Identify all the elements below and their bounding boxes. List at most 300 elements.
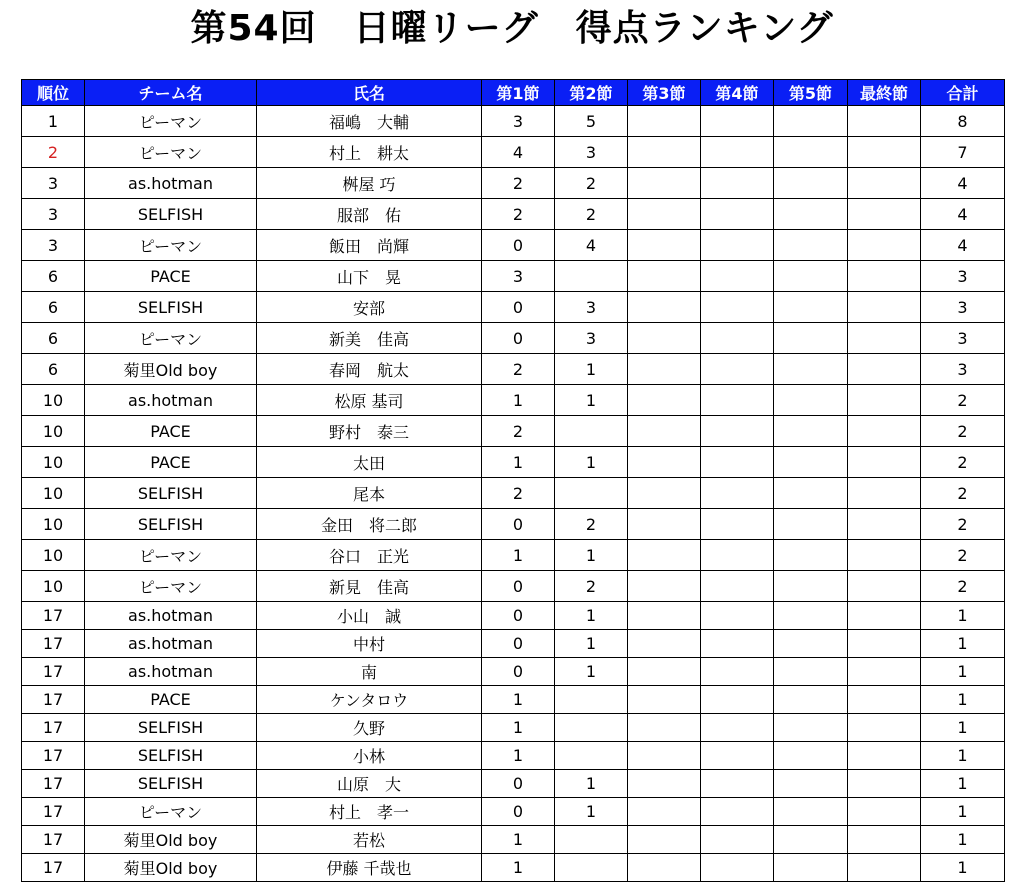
match5-goals-cell: [774, 416, 848, 447]
team-cell: SELFISH: [85, 199, 257, 230]
final-match-goals-cell: [848, 261, 921, 292]
table-row: [22, 630, 1005, 658]
match5-goals-cell: [774, 798, 848, 826]
match4-goals-cell: [701, 416, 774, 447]
match2-goals-cell: 5: [555, 106, 628, 137]
match3-goals-cell: [628, 742, 701, 770]
player-name-cell: 若松: [257, 826, 482, 854]
player-name-cell: 山下 晃: [257, 261, 482, 292]
match3-goals-cell: [628, 630, 701, 658]
table-row: [22, 658, 1005, 686]
table-row: [22, 770, 1005, 798]
match4-goals-cell: [701, 478, 774, 509]
column-header-match1: 第1節: [482, 80, 555, 106]
final-match-goals-cell: [848, 478, 921, 509]
table-row: [22, 686, 1005, 714]
match4-goals-cell: [701, 292, 774, 323]
match4-goals-cell: [701, 770, 774, 798]
total-goals-cell: 2: [921, 540, 1005, 571]
match2-goals-cell: [555, 714, 628, 742]
match2-goals-cell: [555, 416, 628, 447]
rank-cell: 17: [22, 686, 85, 714]
team-cell: SELFISH: [85, 742, 257, 770]
table-row: [22, 137, 1005, 168]
match1-goals-cell: 0: [482, 323, 555, 354]
match2-goals-cell: [555, 686, 628, 714]
match3-goals-cell: [628, 385, 701, 416]
match3-goals-cell: [628, 540, 701, 571]
match5-goals-cell: [774, 478, 848, 509]
match3-goals-cell: [628, 798, 701, 826]
final-match-goals-cell: [848, 323, 921, 354]
player-name-cell: 松原 基司: [257, 385, 482, 416]
match2-goals-cell: [555, 261, 628, 292]
match2-goals-cell: 1: [555, 630, 628, 658]
player-name-cell: 小林: [257, 742, 482, 770]
match5-goals-cell: [774, 770, 848, 798]
match3-goals-cell: [628, 478, 701, 509]
player-name-cell: 野村 泰三: [257, 416, 482, 447]
match5-goals-cell: [774, 658, 848, 686]
match3-goals-cell: [628, 106, 701, 137]
match3-goals-cell: [628, 714, 701, 742]
final-match-goals-cell: [848, 416, 921, 447]
match1-goals-cell: 1: [482, 826, 555, 854]
team-cell: SELFISH: [85, 770, 257, 798]
match5-goals-cell: [774, 199, 848, 230]
total-goals-cell: 2: [921, 385, 1005, 416]
final-match-goals-cell: [848, 137, 921, 168]
player-name-cell: 福嶋 大輔: [257, 106, 482, 137]
match1-goals-cell: 1: [482, 540, 555, 571]
column-header-rank: 順位: [22, 80, 85, 106]
match5-goals-cell: [774, 630, 848, 658]
table-row: [22, 385, 1005, 416]
match1-goals-cell: 0: [482, 230, 555, 261]
column-header-team: チーム名: [85, 80, 257, 106]
match2-goals-cell: 1: [555, 602, 628, 630]
total-goals-cell: 1: [921, 630, 1005, 658]
total-goals-cell: 3: [921, 354, 1005, 385]
match2-goals-cell: 1: [555, 354, 628, 385]
team-cell: SELFISH: [85, 292, 257, 323]
match3-goals-cell: [628, 509, 701, 540]
player-name-cell: 新美 佳高: [257, 323, 482, 354]
total-goals-cell: 1: [921, 826, 1005, 854]
table-row: [22, 416, 1005, 447]
match5-goals-cell: [774, 292, 848, 323]
match2-goals-cell: 1: [555, 770, 628, 798]
rank-cell: 3: [22, 230, 85, 261]
match4-goals-cell: [701, 137, 774, 168]
match4-goals-cell: [701, 540, 774, 571]
player-name-cell: ケンタロウ: [257, 686, 482, 714]
table-row: [22, 602, 1005, 630]
match1-goals-cell: 1: [482, 686, 555, 714]
player-name-cell: 中村: [257, 630, 482, 658]
match3-goals-cell: [628, 686, 701, 714]
page-title: 第54回 日曜リーグ 得点ランキング: [190, 8, 834, 49]
table-row: [22, 798, 1005, 826]
match2-goals-cell: 3: [555, 323, 628, 354]
match3-goals-cell: [628, 602, 701, 630]
match2-goals-cell: 3: [555, 137, 628, 168]
rank-cell: 17: [22, 798, 85, 826]
match1-goals-cell: 0: [482, 798, 555, 826]
table-row: [22, 230, 1005, 261]
team-cell: as.hotman: [85, 630, 257, 658]
final-match-goals-cell: [848, 540, 921, 571]
match2-goals-cell: 1: [555, 447, 628, 478]
player-name-cell: 谷口 正光: [257, 540, 482, 571]
match5-goals-cell: [774, 261, 848, 292]
match3-goals-cell: [628, 230, 701, 261]
player-name-cell: 太田: [257, 447, 482, 478]
match1-goals-cell: 0: [482, 292, 555, 323]
match5-goals-cell: [774, 230, 848, 261]
match4-goals-cell: [701, 630, 774, 658]
match5-goals-cell: [774, 385, 848, 416]
match3-goals-cell: [628, 354, 701, 385]
table-row: [22, 826, 1005, 854]
player-name-cell: 安部: [257, 292, 482, 323]
final-match-goals-cell: [848, 770, 921, 798]
match5-goals-cell: [774, 826, 848, 854]
final-match-goals-cell: [848, 199, 921, 230]
table-row: [22, 478, 1005, 509]
match3-goals-cell: [628, 447, 701, 478]
match3-goals-cell: [628, 826, 701, 854]
team-cell: as.hotman: [85, 602, 257, 630]
final-match-goals-cell: [848, 798, 921, 826]
match4-goals-cell: [701, 742, 774, 770]
match4-goals-cell: [701, 323, 774, 354]
total-goals-cell: 4: [921, 199, 1005, 230]
match1-goals-cell: 1: [482, 714, 555, 742]
match5-goals-cell: [774, 540, 848, 571]
table-row: [22, 540, 1005, 571]
match4-goals-cell: [701, 261, 774, 292]
match2-goals-cell: 2: [555, 571, 628, 602]
column-header-name: 氏名: [257, 80, 482, 106]
rank-cell: 10: [22, 416, 85, 447]
rank-cell: 17: [22, 742, 85, 770]
team-cell: PACE: [85, 416, 257, 447]
total-goals-cell: 1: [921, 798, 1005, 826]
rank-cell: 17: [22, 854, 85, 882]
match5-goals-cell: [774, 168, 848, 199]
match4-goals-cell: [701, 509, 774, 540]
team-cell: SELFISH: [85, 714, 257, 742]
table-row: [22, 261, 1005, 292]
match4-goals-cell: [701, 106, 774, 137]
team-cell: ピーマン: [85, 106, 257, 137]
total-goals-cell: 2: [921, 447, 1005, 478]
team-cell: as.hotman: [85, 385, 257, 416]
final-match-goals-cell: [848, 292, 921, 323]
table-row: [22, 714, 1005, 742]
match3-goals-cell: [628, 658, 701, 686]
rank-cell: 10: [22, 509, 85, 540]
total-goals-cell: 2: [921, 571, 1005, 602]
player-name-cell: 山原 大: [257, 770, 482, 798]
total-goals-cell: 3: [921, 292, 1005, 323]
final-match-goals-cell: [848, 602, 921, 630]
match3-goals-cell: [628, 168, 701, 199]
match1-goals-cell: 0: [482, 658, 555, 686]
final-match-goals-cell: [848, 385, 921, 416]
table-row: [22, 292, 1005, 323]
match2-goals-cell: 1: [555, 385, 628, 416]
total-goals-cell: 3: [921, 261, 1005, 292]
total-goals-cell: 1: [921, 770, 1005, 798]
rank-cell: 6: [22, 292, 85, 323]
final-match-goals-cell: [848, 686, 921, 714]
match1-goals-cell: 1: [482, 742, 555, 770]
player-name-cell: 飯田 尚輝: [257, 230, 482, 261]
rank-cell: 17: [22, 714, 85, 742]
table-row: [22, 323, 1005, 354]
match2-goals-cell: 4: [555, 230, 628, 261]
match3-goals-cell: [628, 416, 701, 447]
match1-goals-cell: 2: [482, 168, 555, 199]
final-match-goals-cell: [848, 854, 921, 882]
table-row: [22, 354, 1005, 385]
table-row: [22, 854, 1005, 882]
match1-goals-cell: 1: [482, 854, 555, 882]
match2-goals-cell: [555, 742, 628, 770]
match4-goals-cell: [701, 168, 774, 199]
rank-cell: 1: [22, 106, 85, 137]
ranking-table: [21, 79, 1005, 882]
team-cell: ピーマン: [85, 137, 257, 168]
final-match-goals-cell: [848, 168, 921, 199]
match1-goals-cell: 1: [482, 447, 555, 478]
match5-goals-cell: [774, 602, 848, 630]
match1-goals-cell: 3: [482, 261, 555, 292]
ranking-table-body: [22, 106, 1005, 882]
match4-goals-cell: [701, 199, 774, 230]
team-cell: ピーマン: [85, 798, 257, 826]
rank-cell: 3: [22, 199, 85, 230]
match2-goals-cell: 1: [555, 798, 628, 826]
rank-cell: 6: [22, 261, 85, 292]
rank-cell: 10: [22, 385, 85, 416]
match4-goals-cell: [701, 230, 774, 261]
table-row: [22, 168, 1005, 199]
match4-goals-cell: [701, 602, 774, 630]
total-goals-cell: 1: [921, 602, 1005, 630]
match5-goals-cell: [774, 323, 848, 354]
match1-goals-cell: 0: [482, 602, 555, 630]
match1-goals-cell: 1: [482, 385, 555, 416]
final-match-goals-cell: [848, 447, 921, 478]
final-match-goals-cell: [848, 509, 921, 540]
match4-goals-cell: [701, 385, 774, 416]
match4-goals-cell: [701, 798, 774, 826]
match1-goals-cell: 3: [482, 106, 555, 137]
player-name-cell: 久野: [257, 714, 482, 742]
team-cell: as.hotman: [85, 658, 257, 686]
player-name-cell: 桝屋 巧: [257, 168, 482, 199]
match3-goals-cell: [628, 261, 701, 292]
total-goals-cell: 1: [921, 742, 1005, 770]
team-cell: 菊里Old boy: [85, 854, 257, 882]
team-cell: PACE: [85, 261, 257, 292]
player-name-cell: 尾本: [257, 478, 482, 509]
player-name-cell: 伊藤 千哉也: [257, 854, 482, 882]
rank-cell: 3: [22, 168, 85, 199]
rank-cell: 10: [22, 478, 85, 509]
total-goals-cell: 2: [921, 416, 1005, 447]
final-match-goals-cell: [848, 230, 921, 261]
match1-goals-cell: 2: [482, 354, 555, 385]
player-name-cell: 春岡 航太: [257, 354, 482, 385]
team-cell: 菊里Old boy: [85, 354, 257, 385]
player-name-cell: 南: [257, 658, 482, 686]
match5-goals-cell: [774, 106, 848, 137]
match5-goals-cell: [774, 686, 848, 714]
rank-cell: 10: [22, 540, 85, 571]
match4-goals-cell: [701, 686, 774, 714]
match3-goals-cell: [628, 199, 701, 230]
rank-cell: 6: [22, 323, 85, 354]
team-cell: SELFISH: [85, 478, 257, 509]
rank-cell: 10: [22, 447, 85, 478]
team-cell: ピーマン: [85, 540, 257, 571]
table-row: [22, 199, 1005, 230]
table-row: [22, 571, 1005, 602]
match4-goals-cell: [701, 658, 774, 686]
rank-cell: 17: [22, 770, 85, 798]
match3-goals-cell: [628, 323, 701, 354]
final-match-goals-cell: [848, 571, 921, 602]
table-row: [22, 106, 1005, 137]
match4-goals-cell: [701, 571, 774, 602]
final-match-goals-cell: [848, 742, 921, 770]
team-cell: 菊里Old boy: [85, 826, 257, 854]
column-header-match4: 第4節: [701, 80, 774, 106]
table-row: [22, 742, 1005, 770]
column-header-match2: 第2節: [555, 80, 628, 106]
rank-cell: 17: [22, 602, 85, 630]
match1-goals-cell: 0: [482, 630, 555, 658]
match2-goals-cell: 2: [555, 168, 628, 199]
rank-cell: 17: [22, 826, 85, 854]
player-name-cell: 村上 孝一: [257, 798, 482, 826]
total-goals-cell: 1: [921, 714, 1005, 742]
match1-goals-cell: 0: [482, 509, 555, 540]
match2-goals-cell: 2: [555, 199, 628, 230]
match1-goals-cell: 2: [482, 199, 555, 230]
rank-cell: 6: [22, 354, 85, 385]
match5-goals-cell: [774, 354, 848, 385]
match3-goals-cell: [628, 854, 701, 882]
rank-cell: 17: [22, 630, 85, 658]
table-header-row: [22, 80, 1005, 106]
final-match-goals-cell: [848, 826, 921, 854]
player-name-cell: 村上 耕太: [257, 137, 482, 168]
total-goals-cell: 1: [921, 658, 1005, 686]
total-goals-cell: 2: [921, 509, 1005, 540]
column-header-match5: 第5節: [774, 80, 848, 106]
match3-goals-cell: [628, 292, 701, 323]
match1-goals-cell: 2: [482, 478, 555, 509]
match4-goals-cell: [701, 854, 774, 882]
match2-goals-cell: [555, 478, 628, 509]
team-cell: PACE: [85, 447, 257, 478]
total-goals-cell: 3: [921, 323, 1005, 354]
match5-goals-cell: [774, 509, 848, 540]
match2-goals-cell: 3: [555, 292, 628, 323]
column-header-final: 最終節: [848, 80, 921, 106]
column-header-total: 合計: [921, 80, 1005, 106]
rank-cell: 17: [22, 658, 85, 686]
match2-goals-cell: [555, 826, 628, 854]
match2-goals-cell: 1: [555, 540, 628, 571]
match4-goals-cell: [701, 447, 774, 478]
match2-goals-cell: 2: [555, 509, 628, 540]
player-name-cell: 新見 佳高: [257, 571, 482, 602]
match1-goals-cell: 4: [482, 137, 555, 168]
match2-goals-cell: [555, 854, 628, 882]
table-row: [22, 447, 1005, 478]
player-name-cell: 金田 将二郎: [257, 509, 482, 540]
total-goals-cell: 1: [921, 686, 1005, 714]
match1-goals-cell: 0: [482, 571, 555, 602]
match5-goals-cell: [774, 714, 848, 742]
final-match-goals-cell: [848, 658, 921, 686]
match5-goals-cell: [774, 854, 848, 882]
table-row: [22, 509, 1005, 540]
match4-goals-cell: [701, 354, 774, 385]
final-match-goals-cell: [848, 630, 921, 658]
player-name-cell: 小山 誠: [257, 602, 482, 630]
match4-goals-cell: [701, 714, 774, 742]
team-cell: SELFISH: [85, 509, 257, 540]
player-name-cell: 服部 佑: [257, 199, 482, 230]
match2-goals-cell: 1: [555, 658, 628, 686]
total-goals-cell: 4: [921, 168, 1005, 199]
total-goals-cell: 7: [921, 137, 1005, 168]
match3-goals-cell: [628, 137, 701, 168]
match1-goals-cell: 2: [482, 416, 555, 447]
total-goals-cell: 2: [921, 478, 1005, 509]
team-cell: ピーマン: [85, 571, 257, 602]
team-cell: PACE: [85, 686, 257, 714]
total-goals-cell: 4: [921, 230, 1005, 261]
match3-goals-cell: [628, 770, 701, 798]
final-match-goals-cell: [848, 354, 921, 385]
total-goals-cell: 8: [921, 106, 1005, 137]
team-cell: ピーマン: [85, 230, 257, 261]
match5-goals-cell: [774, 742, 848, 770]
match4-goals-cell: [701, 826, 774, 854]
match1-goals-cell: 0: [482, 770, 555, 798]
total-goals-cell: 1: [921, 854, 1005, 882]
team-cell: ピーマン: [85, 323, 257, 354]
match5-goals-cell: [774, 137, 848, 168]
final-match-goals-cell: [848, 714, 921, 742]
rank-cell: 2: [22, 137, 85, 168]
match3-goals-cell: [628, 571, 701, 602]
match5-goals-cell: [774, 447, 848, 478]
column-header-match3: 第3節: [628, 80, 701, 106]
team-cell: as.hotman: [85, 168, 257, 199]
final-match-goals-cell: [848, 106, 921, 137]
match5-goals-cell: [774, 571, 848, 602]
rank-cell: 10: [22, 571, 85, 602]
